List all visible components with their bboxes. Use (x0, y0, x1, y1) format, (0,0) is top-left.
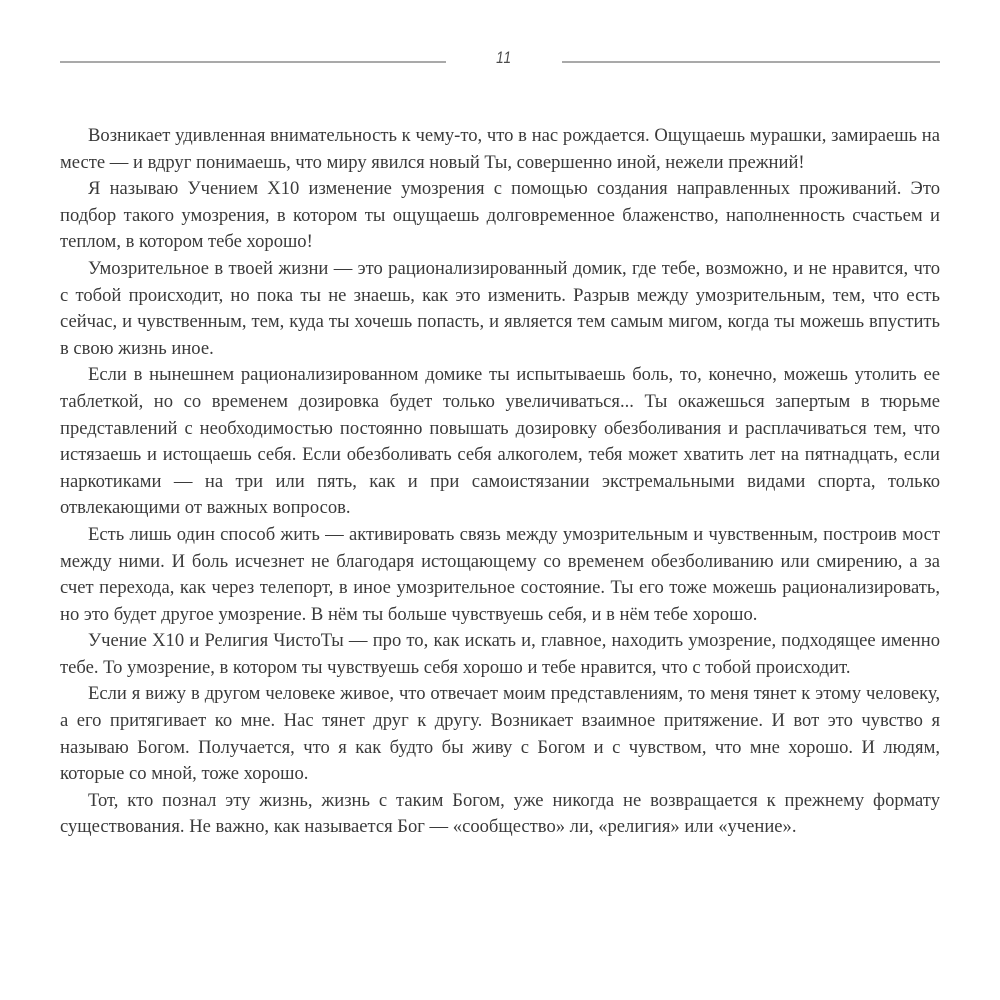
header-rule-left (60, 61, 446, 63)
paragraph: Тот, кто познал эту жизнь, жизнь с таким Богом, уже никогда не возвращается к прежнему формату существования. Не важно, как называется Бог — «сообщество» ли, «религия» или «учение». (60, 789, 940, 838)
page-header (60, 48, 940, 78)
paragraph: Учение Х10 и Религия ЧистоТы — про то, как искать и, главное, находить умозрение, подходящее именно тебе. То умозрение, в котором ты чувствуешь себя хорошо и тебе нравится, что с тобой происходит. (60, 630, 940, 678)
paragraph: Есть лишь один способ жить — активировать связь между умозрительным и чувственным, построив мост между ними. И боль исчезнет не благодаря истощающему со временем обезболиванию или смирению, а за счет перехода, как через телепорт, в иное умозрительное состояние. Ты его тоже можешь рационализировать, но это будет другое умозрение. В нём ты больше чувствуешь себя, и в нём тебе хорошо. (60, 523, 940, 625)
paragraph: Если я вижу в другом человеке живое, что отвечает моим представлениям, то меня тянет к этому человеку, а его притягивает ко мне. Нас тянет друг к другу. Возникает взаимное притяжение. И вот это чувство я называю Богом. Получается, что я как будто бы живу с Богом и с чувством, что мне хорошо. И людям, которые со мной, тоже хорошо. (60, 683, 940, 785)
page-number: 11 (496, 48, 512, 67)
body-text (60, 123, 940, 841)
header-rule-right (562, 61, 940, 63)
paragraph: Я называю Учением Х10 изменение умозрения с помощью создания направленных проживаний. Это подбор такого умозрения, в котором ты ощущаешь долговременное блаженство, наполненность счастьем и теплом, в котором тебе хорошо! (60, 178, 940, 253)
paragraph: Возникает удивленная внимательность к чему-то, что в нас рождается. Ощущаешь мурашки, замираешь на месте — и вдруг понимаешь, что миру явился новый Ты, совершенно иной, нежели прежний! (60, 125, 940, 173)
paragraph: Умозрительное в твоей жизни — это рационализированный домик, где тебе, возможно, и не нравится, что с тобой происходит, но пока ты не знаешь, как это изменить. Разрыв между умозрительным, тем, что есть сейчас, и чувственным, тем, куда ты хочешь попасть, и является тем самым мигом, когда ты можешь впустить в свою жизнь иное. (60, 257, 940, 359)
paragraph: Если в нынешнем рационализированном домике ты испытываешь боль, то, конечно, можешь утолить ее таблеткой, но со временем дозировка будет только увеличиваться... Ты окажешься запертым в тюрьме представлений с необходимостью постоянно повышать дозировку обезболивания и расплачиваться тем, что истязаешь и истощаешь себя. Если обезболивать себя алкоголем, тебя может хватить лет на пятнадцать, если наркотиками — на три или пять, как и при самоистязании экстремальными видами спорта, только отвлекающими от важных вопросов. (60, 364, 940, 519)
